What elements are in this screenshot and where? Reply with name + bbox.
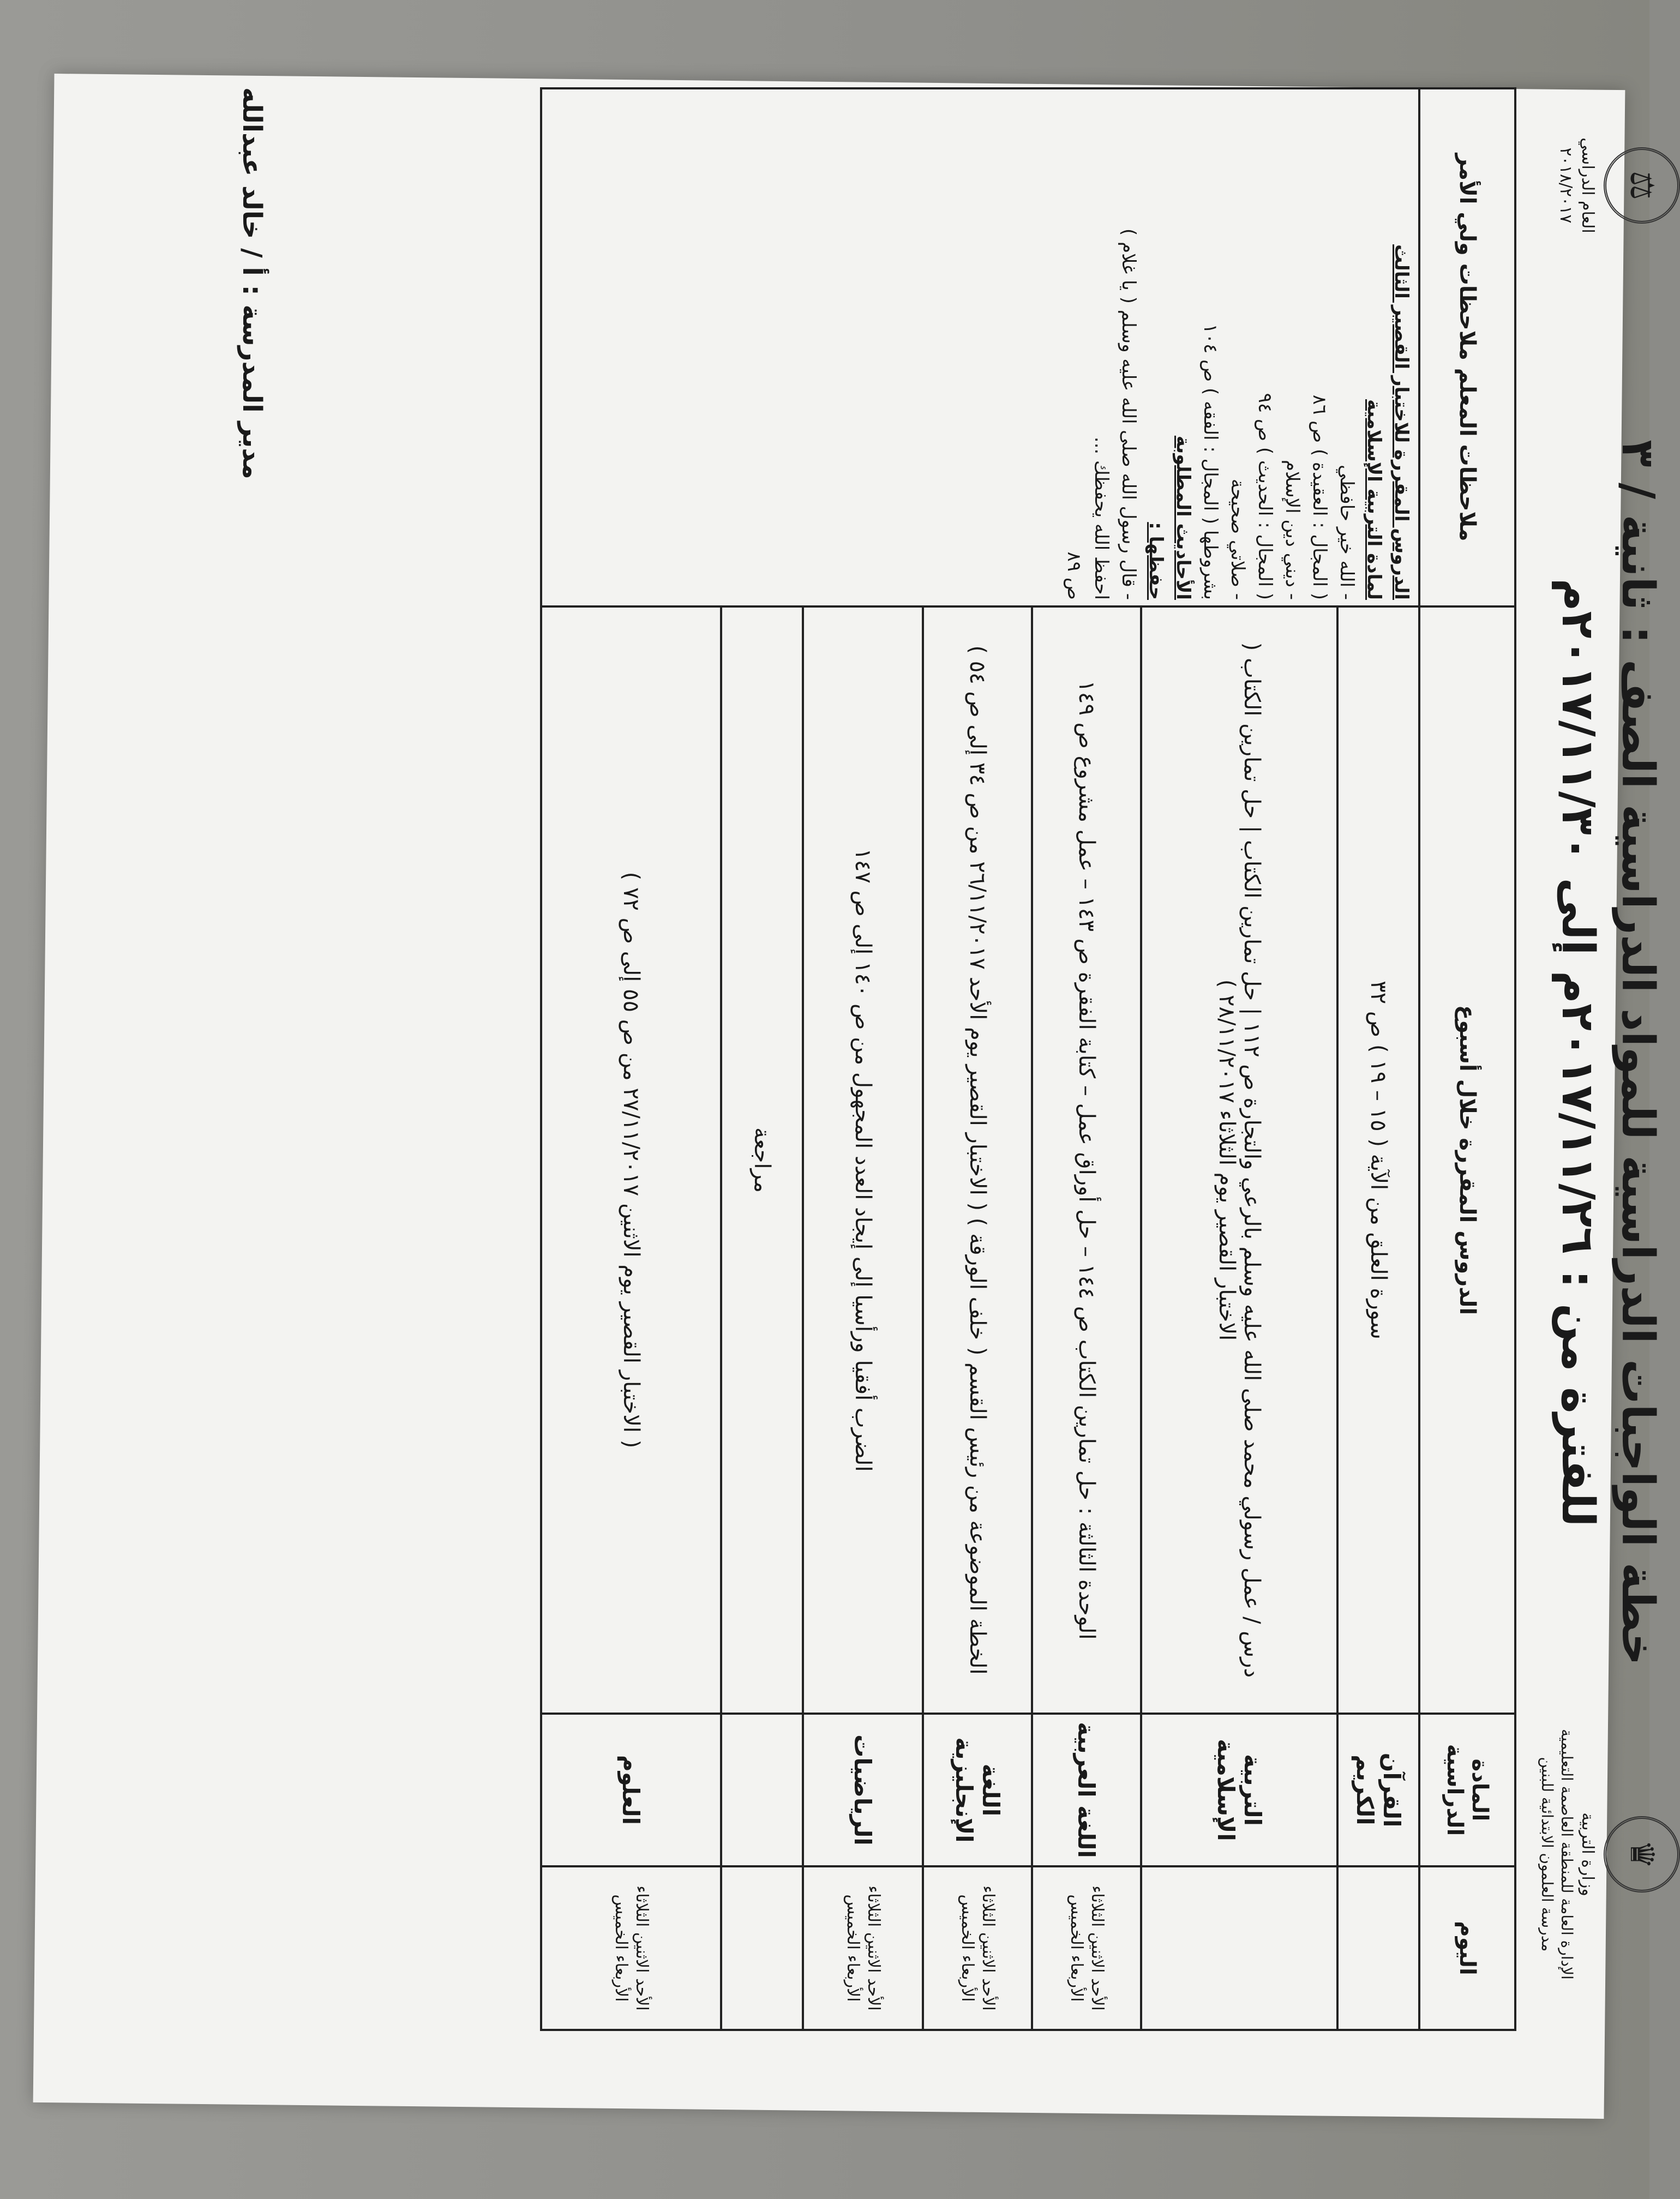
page-subtitle: للفترة من : ٢٠١٧/١١/٢٦م إلى ٢٠١٧/١١/٣٠م — [1552, 578, 1604, 1527]
directorate-name: الإدارة العامة للمنطقة العاصمة التعليمية — [1558, 1729, 1576, 1980]
day-cell: الأحد الاثنين الثلاثاء الأربعاء الخميس — [541, 1866, 721, 2030]
notes-line: - قال رسول الله صلى الله عليه وسلم ( يا غلام ) — [1118, 229, 1139, 600]
notes-subject: لمادة التربية الإسلامية — [1363, 399, 1385, 600]
header-day: اليوم — [1419, 1866, 1515, 2030]
header-notes: ملاحظات المعلم ملاحظات ولي الأمر — [1419, 88, 1515, 606]
lessons-cell: مراجعة — [721, 606, 803, 1714]
notes-line: بشروطها ( المجال : الفقه ) ص ١٠٤ — [1199, 323, 1221, 600]
notes-line: - الله خير حافظي — [1336, 465, 1358, 600]
day-cell — [1141, 1866, 1337, 2030]
notes-line: - ديني دين الإسلام — [1281, 459, 1303, 600]
subject-cell: القرآن الكريم — [1337, 1714, 1419, 1866]
school-year-label: العام الدراسي — [1578, 137, 1597, 233]
ministry-name: وزارة التربية — [1578, 1812, 1597, 1896]
school-seal-icon: ⚖ — [1604, 147, 1680, 224]
hadith-title: الأحاديث المطلوبة — [1172, 435, 1194, 600]
subject-cell: اللغة الإنجليزية — [923, 1714, 1032, 1866]
principal-signature: مدير المدرسة : أ / خالد عبدالله — [237, 87, 267, 479]
table-header-row — [1419, 88, 1515, 2030]
subject-cell — [721, 1714, 803, 1866]
day-cell: الأحد الاثنين الثلاثاء الأربعاء الخميس — [923, 1866, 1032, 2030]
subject-cell: اللغة العربية — [1032, 1714, 1141, 1866]
header-lessons: الدروس المقررة خلال أسبوع — [1419, 606, 1515, 1714]
notes-line: ( المجال : العقيدة ) ص ٨٦ — [1309, 394, 1330, 600]
day-cell — [721, 1866, 803, 2030]
document-page — [196, 65, 1680, 2040]
table-row — [1337, 88, 1419, 2030]
notes-line: ( المجال : الحديث ) ص ٩٤ — [1254, 393, 1276, 600]
lessons-cell: درس / عمل رسولي محمد صلى الله عليه وسلم بالرعي والتجارة ص ١١٢ | حل تمارين الكتاب | حل تمارين الكتاب ( الاختبار القصير يوم الثلاثاء ٢٨/١١/٢٠١٧ ) — [1141, 606, 1337, 1714]
notes-line: احفظ الله يحفظك ... — [1090, 436, 1112, 600]
notes-line: ص ٨٩ — [1063, 551, 1085, 600]
lessons-cell: الوحدة الثالثة : حل تمارين الكتاب ص ١٤٤ – حل أوراق عمل – كتابة الفقرة ص ١٤٣ – عمل مشروع ص ١٤٩ — [1032, 606, 1141, 1714]
subject-cell: التربية الإسلامية — [1141, 1714, 1337, 1866]
ministry-emblem-icon: ♛ — [1604, 1816, 1680, 1892]
homework-table — [540, 87, 1516, 2031]
lessons-cell: سورة العلق من الآية ( ١٥ – ١٩ ) ص ٣٢ — [1337, 606, 1419, 1714]
page-title: خطة الواجبات الدراسية للمواد الدراسية الصف : ثانية / ٣ — [1612, 440, 1664, 1666]
subject-cell: الرياضيات — [803, 1714, 923, 1866]
lessons-cell: الضرب أفقيا ورأسيا إلى إيجاد العدد المجهول من ص ١٤٠ إلى ص ١٤٧ — [803, 606, 923, 1714]
lessons-cell: الخطة الموضوعة من رئيس القسم ( خلف الورقة ) ( الاختبار القصير يوم الأحد ٢٦/١١/٢٠١٧ من ص ٣٤ إلى ص ٥٤ ) — [923, 606, 1032, 1714]
day-cell: الأحد الاثنين الثلاثاء الأربعاء الخميس — [1032, 1866, 1141, 2030]
day-cell: الأحد الاثنين الثلاثاء الأربعاء الخميس — [803, 1866, 923, 2030]
lessons-cell: ( الاختبار القصير يوم الاثنين ٢٧/١١/٢٠١٧ من ص ٥٥ إلى ص ٧٢ ) — [541, 606, 721, 1714]
notes-cell — [541, 88, 1419, 606]
notes-line: - صلاتي صحيحة — [1227, 478, 1249, 600]
school-name: مدرسة العلمون الابتدائية للبنين — [1538, 1757, 1556, 1952]
header-subject: المادة الدراسية — [1419, 1714, 1515, 1866]
subject-cell: العلوم — [541, 1714, 721, 1866]
notes-heading: الدروس المقررة للاختبار القصير الثالث — [1390, 244, 1412, 600]
memorize-label: حفظها : — [1145, 522, 1167, 600]
day-cell — [1337, 1866, 1419, 2030]
school-year: ٢٠١٨/٢٠١٧ — [1556, 147, 1575, 224]
